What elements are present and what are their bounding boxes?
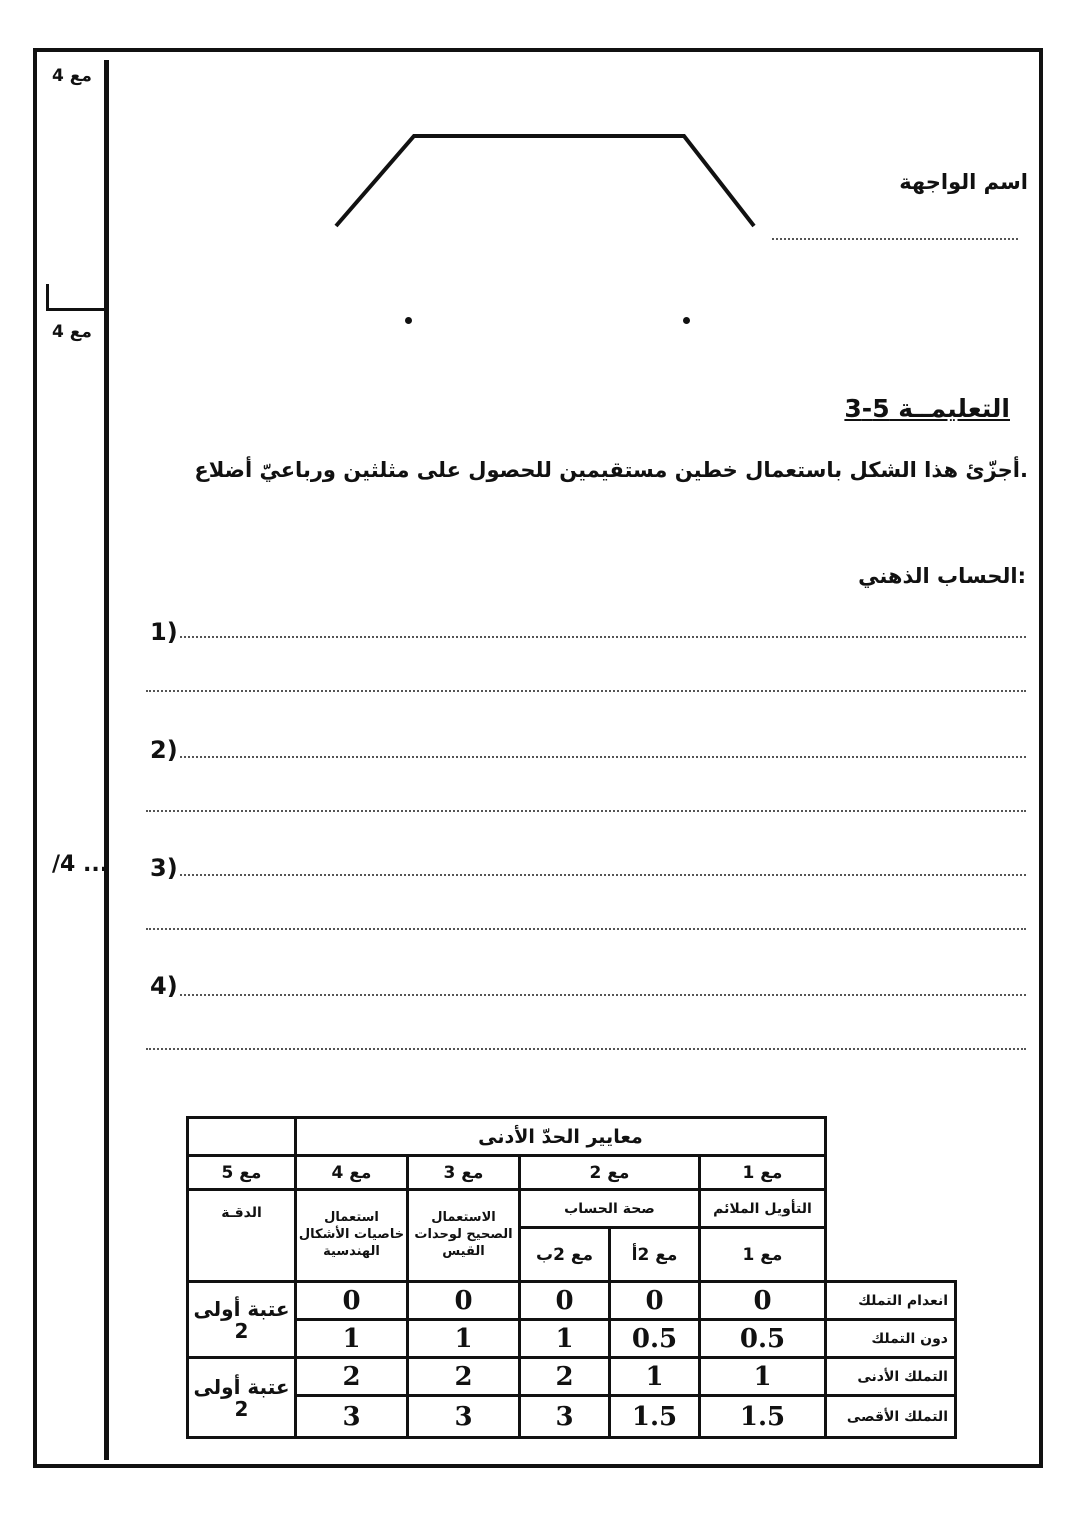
- interface-answer-line[interactable]: [772, 238, 1018, 240]
- point-right: [683, 317, 690, 324]
- criterion-5: مع 5: [188, 1156, 296, 1190]
- item-2-label: 2): [150, 736, 178, 764]
- threshold-1-label: عتبة أولى: [193, 1296, 290, 1321]
- cell-r3-c2b: 3: [520, 1396, 610, 1438]
- criteria-title-corner: [188, 1118, 296, 1156]
- sub-criterion-2a: مع 2أ: [610, 1228, 700, 1282]
- item-2-line-a[interactable]: [180, 756, 1026, 758]
- item-2-line-b[interactable]: [146, 810, 1026, 812]
- threshold-2-label: عتبة أولى: [193, 1374, 290, 1399]
- cell-r0-c1: 0: [700, 1282, 826, 1320]
- margin-score-top: مع 4: [52, 66, 92, 86]
- item-4-label: 4): [150, 972, 178, 1000]
- margin-score-mid: مع 4: [52, 322, 92, 342]
- criterion-3-desc: الاستعمال الصحيح لوحدات القيس: [408, 1190, 520, 1282]
- margin-bracket-horizontal: [46, 308, 104, 311]
- item-3-line-a[interactable]: [180, 874, 1026, 876]
- criterion-1-desc: التأويل الملائم: [700, 1190, 826, 1228]
- criterion-5-desc: الدقـة: [188, 1190, 296, 1282]
- level-1: دون التملك: [826, 1320, 956, 1358]
- mental-calc-title: :الحساب الذهني: [858, 564, 1026, 588]
- margin-bracket-vertical: [46, 284, 49, 310]
- criteria-table: [186, 1116, 957, 1439]
- sub-criterion-1: مع 1: [700, 1228, 826, 1282]
- cell-r3-c1: 1.5: [700, 1396, 826, 1438]
- item-1-line-b[interactable]: [146, 690, 1026, 692]
- level-0: انعدام التملك: [826, 1282, 956, 1320]
- cell-r0-c3: 0: [408, 1282, 520, 1320]
- item-3-line-b[interactable]: [146, 928, 1026, 930]
- item-4-line-b[interactable]: [146, 1048, 1026, 1050]
- threshold-1-value: 2: [234, 1318, 249, 1343]
- instruction-text: .أجزّئ هذا الشكل باستعمال خطين مستقيمين للحصول على مثلثين ورباعيّ أضلاع: [194, 458, 1028, 482]
- margin-score-total: /4 ...: [52, 852, 109, 877]
- criterion-3: مع 3: [408, 1156, 520, 1190]
- level-3: التملك الأقصى: [826, 1396, 956, 1438]
- threshold-2-cell: [188, 1358, 296, 1438]
- criterion-4-desc: استعمال خاصيات الأشكال الهندسية: [296, 1190, 408, 1282]
- criteria-title: معايير الحدّ الأدنى: [296, 1118, 826, 1156]
- cell-r3-c4: 3: [296, 1396, 408, 1438]
- item-4-line-a[interactable]: [180, 994, 1026, 996]
- item-3-label: 3): [150, 854, 178, 882]
- cell-r2-c4: 2: [296, 1358, 408, 1396]
- cell-r2-c2b: 2: [520, 1358, 610, 1396]
- cell-r0-c2b: 0: [520, 1282, 610, 1320]
- cell-r3-c3: 3: [408, 1396, 520, 1438]
- point-left: [405, 317, 412, 324]
- criterion-2-desc: صحة الحساب: [520, 1190, 700, 1228]
- cell-r3-c2a: 1.5: [610, 1396, 700, 1438]
- cell-r0-c4: 0: [296, 1282, 408, 1320]
- cell-r0-c2a: 0: [610, 1282, 700, 1320]
- criterion-4: مع 4: [296, 1156, 408, 1190]
- interface-label: اسم الواجهة: [899, 170, 1028, 194]
- cell-r1-c1: 0.5: [700, 1320, 826, 1358]
- criterion-2: مع 2: [520, 1156, 700, 1190]
- cell-r1-c3: 1: [408, 1320, 520, 1358]
- trapezoid-figure: [320, 120, 780, 350]
- level-2: التملك الأدنى: [826, 1358, 956, 1396]
- item-1-line-a[interactable]: [180, 636, 1026, 638]
- threshold-2-value: 2: [234, 1396, 249, 1421]
- item-1-label: 1): [150, 618, 178, 646]
- threshold-1-cell: [188, 1282, 296, 1358]
- cell-r2-c2a: 1: [610, 1358, 700, 1396]
- cell-r1-c4: 1: [296, 1320, 408, 1358]
- sub-criterion-2b: مع 2ب: [520, 1228, 610, 1282]
- cell-r1-c2a: 0.5: [610, 1320, 700, 1358]
- cell-r1-c2b: 1: [520, 1320, 610, 1358]
- cell-r2-c1: 1: [700, 1358, 826, 1396]
- instruction-title: التعليمــة 5-3: [844, 394, 1010, 423]
- cell-r2-c3: 2: [408, 1358, 520, 1396]
- criterion-1: مع 1: [700, 1156, 826, 1190]
- margin-line: [104, 60, 109, 1460]
